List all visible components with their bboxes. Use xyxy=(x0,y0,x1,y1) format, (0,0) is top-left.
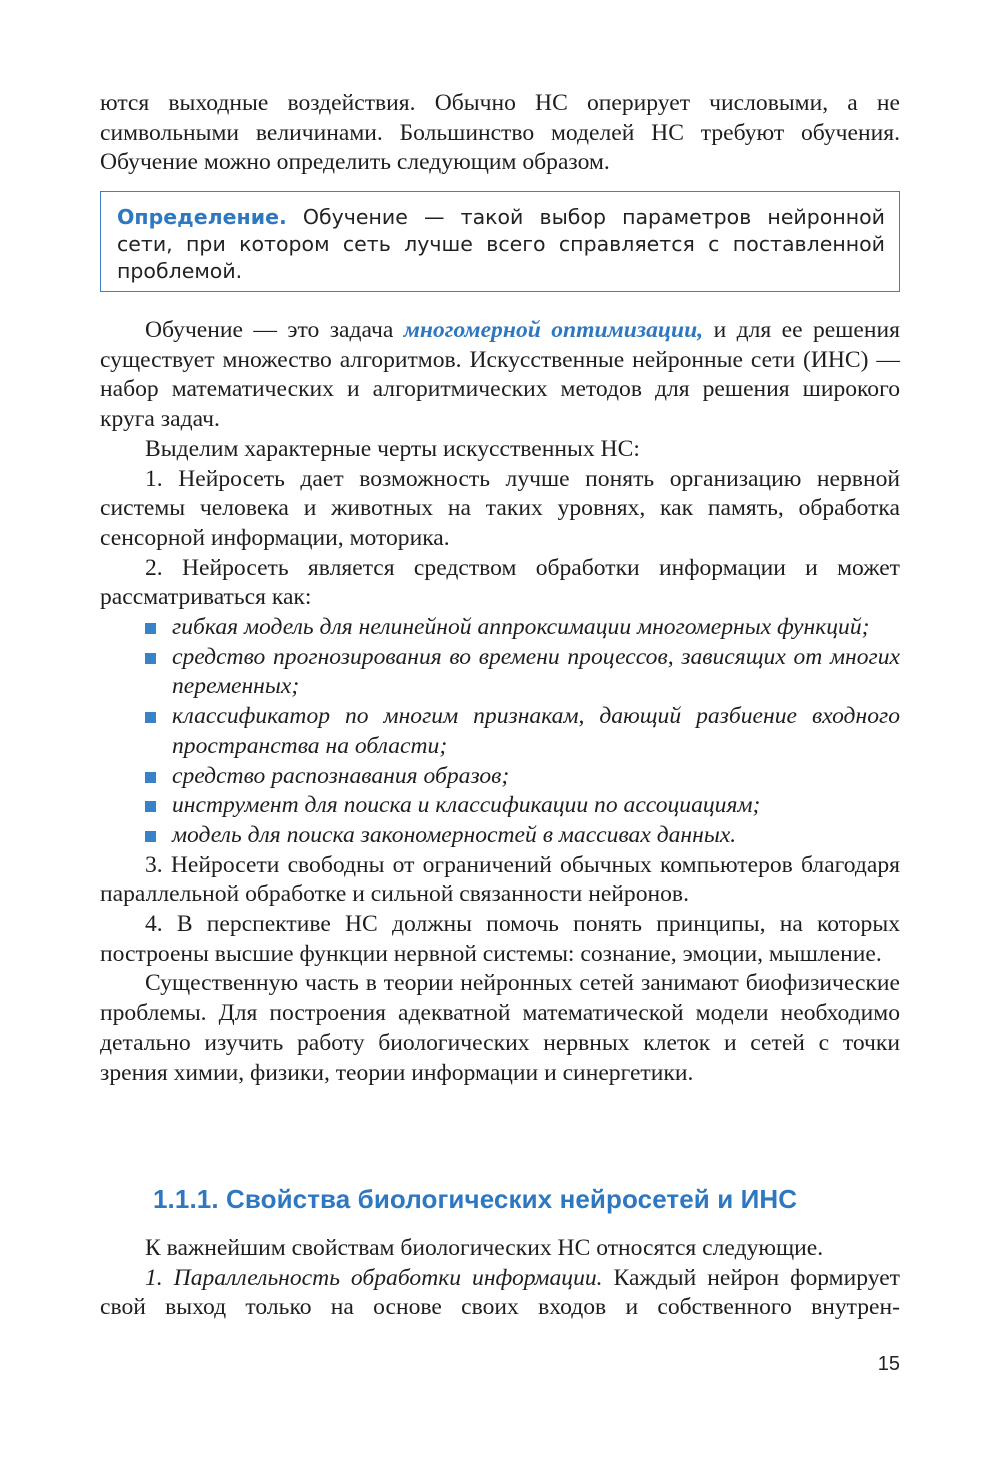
bullet-text: гибкая модель для нелинейной аппроксимации многомерных функций; xyxy=(172,614,870,641)
definition-box xyxy=(100,191,900,292)
square-bullet-icon xyxy=(145,623,156,634)
parallelism-text: Каждый нейрон формирует свой выход только на основе своих входов и собственного внутрен- xyxy=(100,1264,900,1321)
square-bullet-icon xyxy=(145,712,156,723)
bullet-item xyxy=(100,702,900,761)
main-text xyxy=(100,316,900,1088)
bullet-item xyxy=(100,613,900,643)
bullet-text: инструмент для поиска и классификации по ассоциациям; xyxy=(172,792,761,819)
definition-text: Обучение — такой выбор параметров нейронной сети, при котором сеть лучше всего справляется с поставленной проблемой. xyxy=(117,205,885,283)
parallelism-title: 1. Параллельность обработки информации. xyxy=(145,1264,603,1291)
square-bullet-icon xyxy=(145,831,156,842)
paragraph-feature-4: 4. В перспективе НС должны помочь понять принципы, на которых построены высшие функции нервной системы: сознание, эмоции, мышление. xyxy=(100,911,900,967)
section-text xyxy=(100,1234,900,1323)
paragraph-biophysics: Существенную часть в теории нейронных сетей занимают биофизические проблемы. Для построения адекватной математической модели необходимо детально изучить работу биологических нервных клеток и сетей с точки зрения химии, физики, теории информации и синергетики. xyxy=(100,970,900,1086)
paragraph-optimization-end: и для ее решения существует множество алгоритмов. Искусственные нейронные сети (ИНС) — набор математических и алгоритмических методов для решения широкого круга задач. xyxy=(100,317,900,433)
square-bullet-icon xyxy=(145,653,156,664)
paragraph-features-intro: Выделим характерные черты искусственных НС: xyxy=(145,435,640,462)
term-multidimensional-optimization: многомерной оптимизации, xyxy=(403,317,704,343)
paragraph-feature-3: 3. Нейросети свободны от ограничений обычных компьютеров благодаря параллельной обработке и сильной связанности нейронов. xyxy=(100,851,900,908)
square-bullet-icon xyxy=(145,772,156,783)
section-heading: 1.1.1. Свойства биологических нейросетей и ИНС xyxy=(153,1184,798,1214)
bullet-text: модель для поиска закономерностей в массивах данных. xyxy=(172,821,737,848)
intro-block xyxy=(100,89,900,178)
paragraph-parallelism xyxy=(100,1264,900,1323)
page-number: 15 xyxy=(877,1353,900,1375)
bullet-text: средство распознавания образов; xyxy=(172,762,510,789)
bullet-item xyxy=(100,791,900,821)
paragraph-feature-2: 2. Нейросеть является средством обработки информации и может рассматриваться как: xyxy=(100,554,900,611)
paragraph-properties-intro: К важнейшим свойствам биологических НС относятся следующие. xyxy=(145,1235,824,1261)
definition-label: Определение. xyxy=(117,205,287,229)
bullet-item xyxy=(100,821,900,851)
feature-bullet-list xyxy=(100,613,900,851)
bullet-item xyxy=(100,643,900,702)
bullet-text: классификатор по многим признакам, дающий разбиение входного пространства на области; xyxy=(172,703,900,759)
paragraph-feature-1: 1. Нейросеть дает возможность лучше понять организацию нервной системы человека и животных на таких уровнях, как память, обработка сенсорной информации, моторика. xyxy=(100,465,900,551)
paragraph-optimization-start: Обучение — это задача xyxy=(145,317,404,343)
bullet-item xyxy=(100,762,900,792)
definition-content xyxy=(117,204,885,285)
square-bullet-icon xyxy=(145,801,156,812)
paragraph-optimization xyxy=(100,316,900,435)
intro-paragraph: ются выходные воздействия. Обычно НС оперирует числовыми, а не символьными величинами. Большинство моделей НС требуют обучения. Обучение можно определить следующим образом. xyxy=(100,90,900,176)
bullet-text: средство прогнозирования во времени процессов, зависящих от многих переменных; xyxy=(172,643,900,700)
